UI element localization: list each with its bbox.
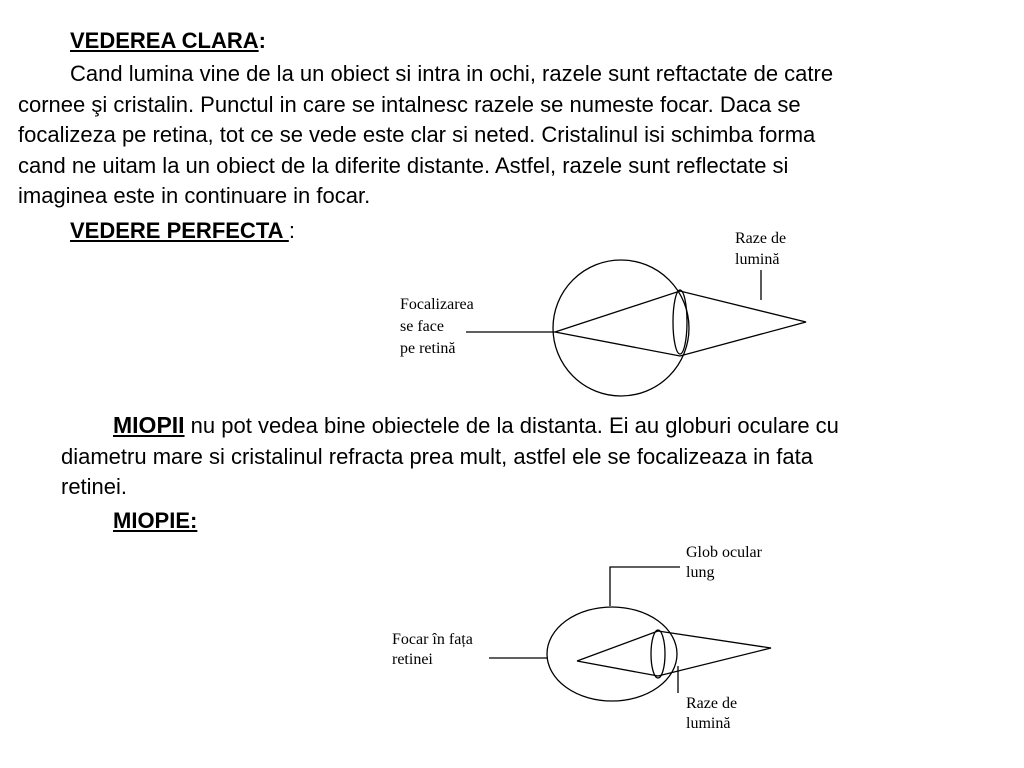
rays-label: Raze de lumină: [735, 230, 787, 268]
focus-label: Focar în fața retinei: [392, 631, 473, 668]
paragraph-line: focalizeza pe retina, tot ce se vede este clar si neted. Cristalinul isi schimba forma: [18, 122, 816, 147]
focus-label: Focalizarea se face pe retină: [400, 296, 474, 357]
heading-perfect-vision-colon: :: [288, 218, 295, 243]
heading-clear-vision-colon: :: [258, 28, 266, 53]
eyeball-pointer-line: [610, 567, 680, 606]
lens-ellipse: [651, 630, 665, 678]
paragraph-line: retinei.: [61, 474, 128, 499]
paragraph-line: imaginea este in continuare in focar.: [18, 183, 371, 208]
eyeball-label: Glob ocular lung: [686, 544, 762, 581]
long-eyeball-ellipse: [547, 607, 677, 701]
paragraph-line: Cand lumina vine de la un obiect si intra in ochi, razele sunt reftactate de catre: [70, 61, 834, 86]
paragraph-line: diametru mare si cristalinul refracta prea mult, astfel ele se focalizeaza in fata: [61, 443, 813, 469]
paragraph-line: cornee şi cristalin. Punctul in care se intalnesc razele se numeste focar. Daca se: [18, 91, 801, 117]
heading-clear-vision-title: VEDEREA CLARA: [70, 28, 259, 53]
heading-perfect-vision-title: VEDERE PERFECTA: [70, 218, 289, 243]
myopes-keyword: MIOPII: [113, 412, 185, 438]
myopes-first-line: nu pot vedea bine obiectele de la distanta. Ei au globuri oculare cu: [184, 413, 839, 438]
rays-label: Raze de lumină: [686, 695, 738, 732]
heading-myopia-title: MIOPIE:: [113, 508, 198, 533]
paragraph-line: cand ne uitam la un obiect de la diferite distante. Astfel, razele sunt reflectate si: [18, 152, 789, 178]
